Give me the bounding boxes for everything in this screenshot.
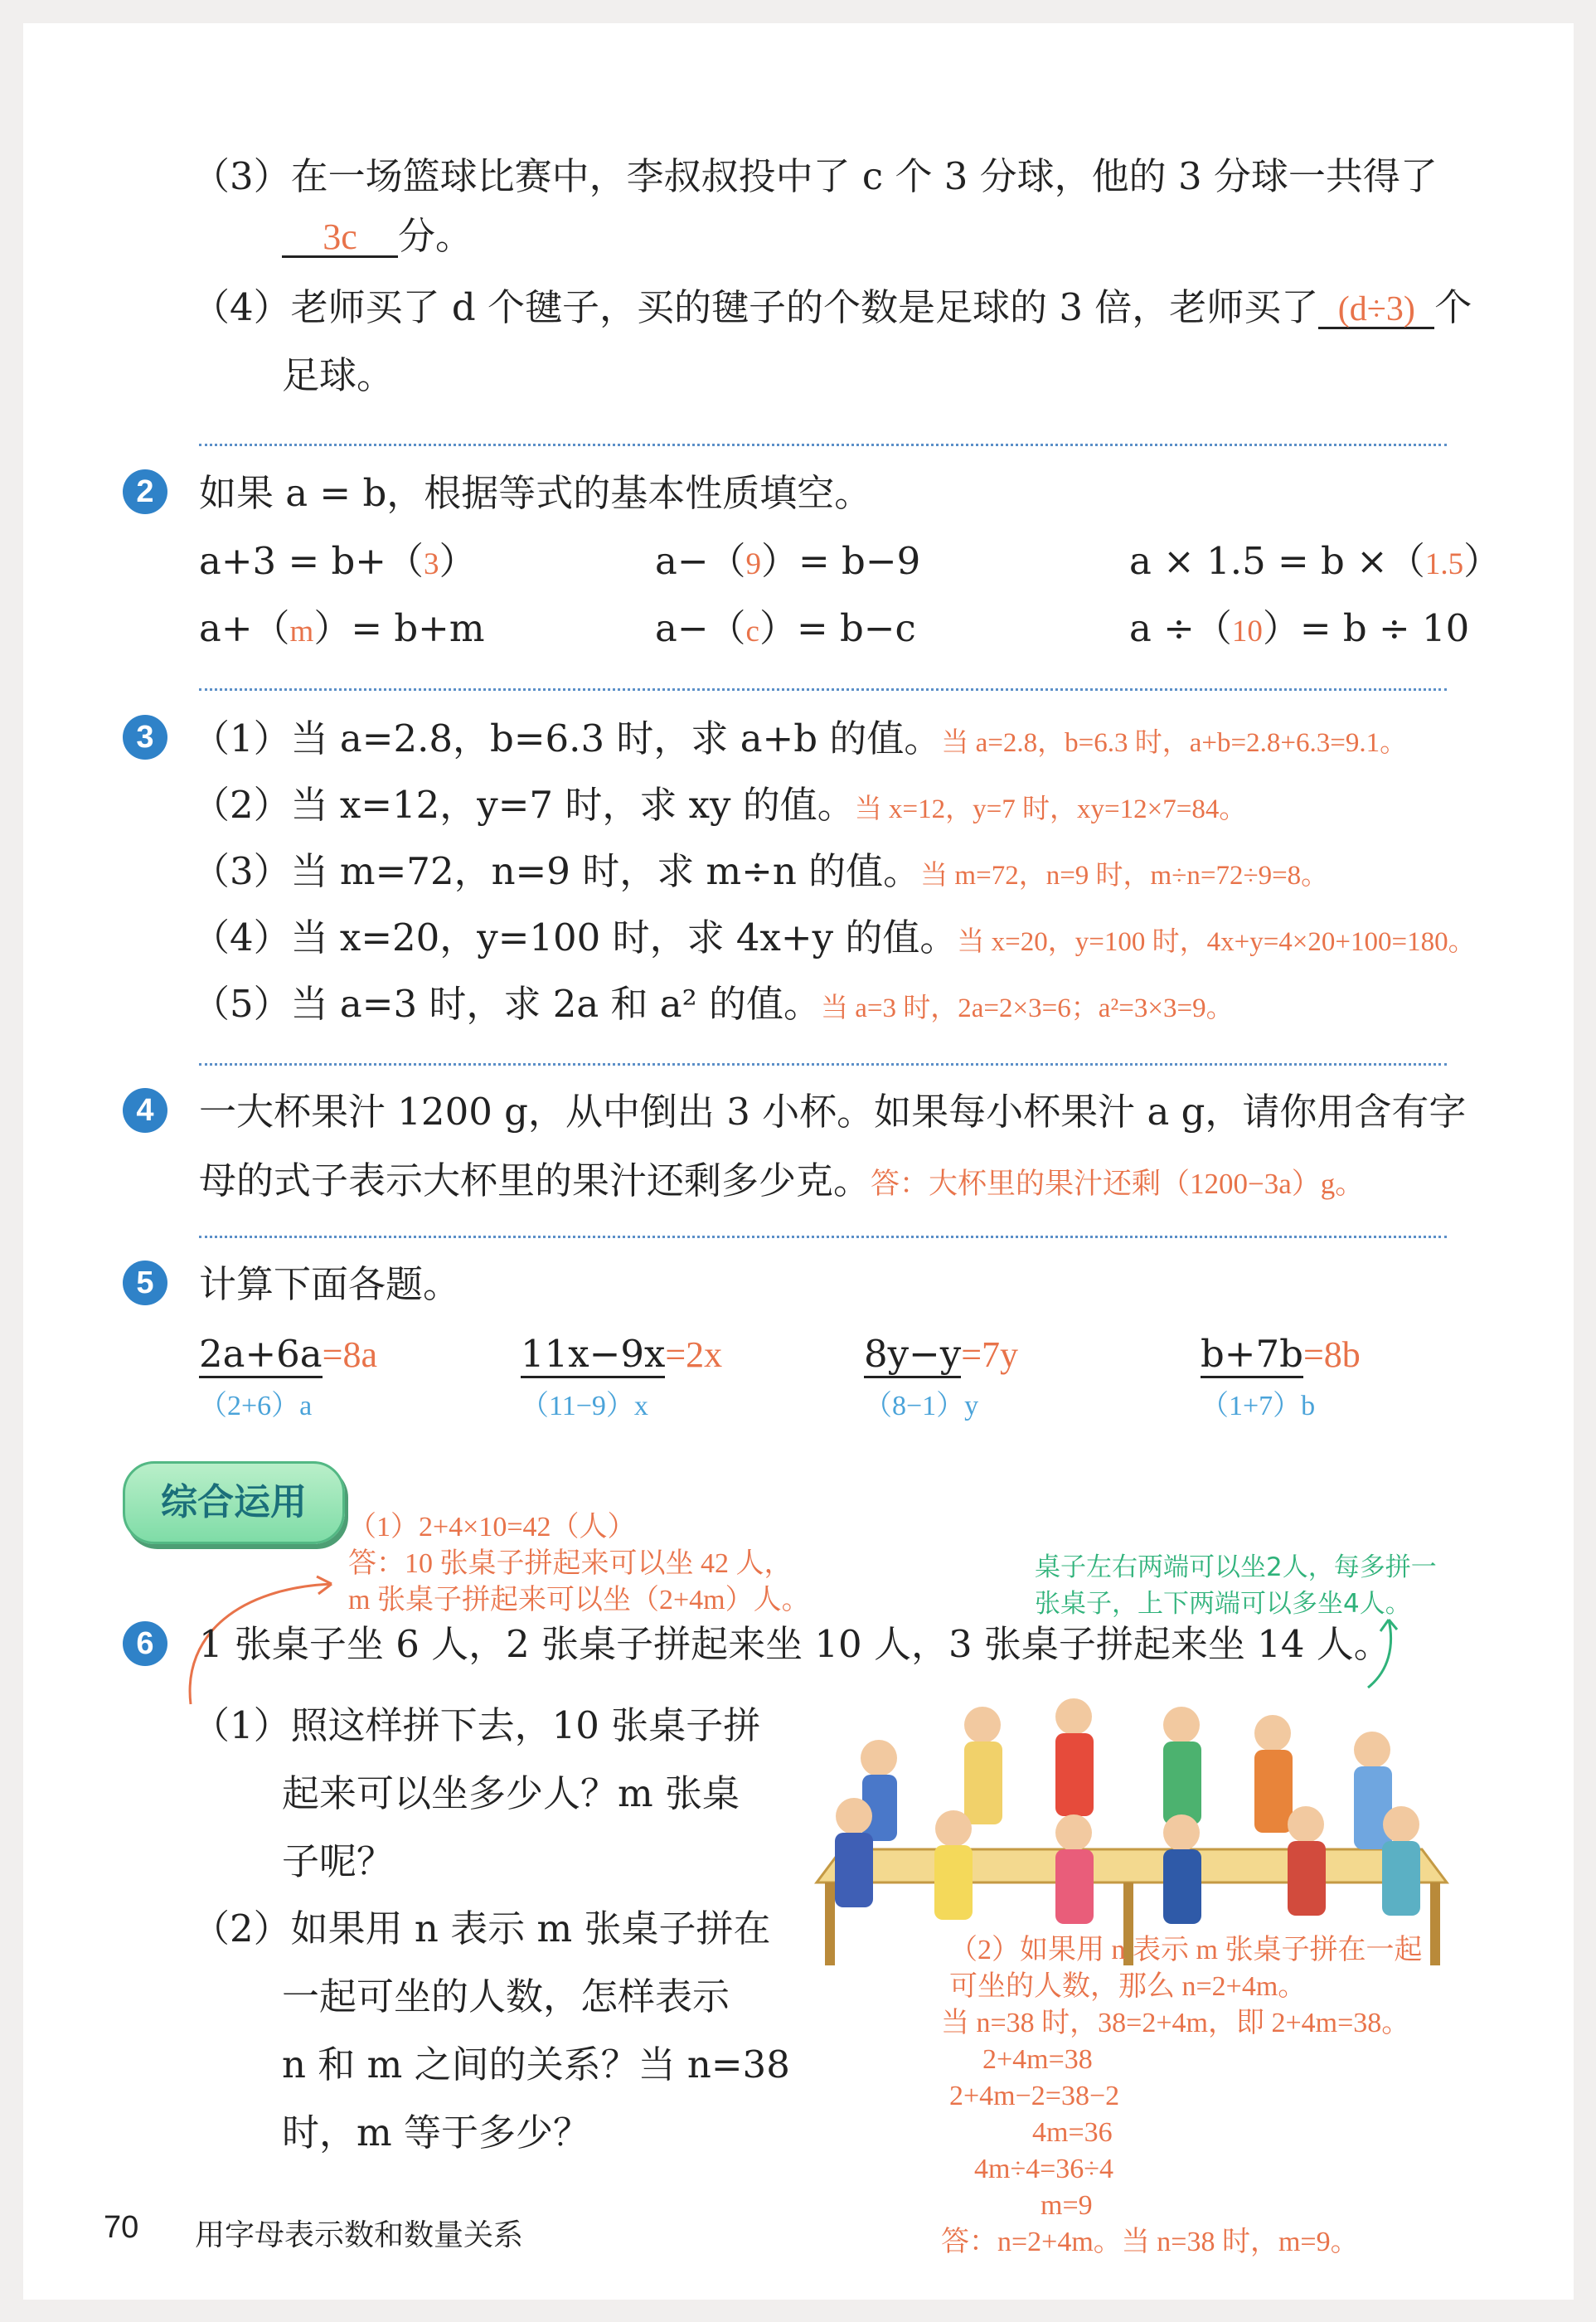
q2-eq-2-answer: 9 bbox=[745, 547, 762, 581]
q2-eq-3: a × 1.5 = b ×（1.5） bbox=[1129, 539, 1501, 583]
q2-eq-2: a−（9）= b−9 bbox=[655, 539, 921, 583]
q5-item-3: 8y−y=7y （8−1）y bbox=[864, 1332, 1019, 1421]
q6-handwritten-note: （1）2+4×10=42（人） 答：10 张桌子拼起来可以坐 42 人， m 张桌子拼起来可以坐（2+4m）人。 bbox=[348, 1512, 810, 1615]
q5-item-4: b+7b=8b （1+7）b bbox=[1201, 1332, 1361, 1421]
divider bbox=[199, 444, 1447, 446]
q5-number-badge: 5 bbox=[123, 1261, 167, 1305]
q3-answer-5: 当 a=3 时，2a=2×3=6；a²=3×3=9。 bbox=[820, 993, 1234, 1023]
q3-row-5: （5）当 a=3 时，求 2a 和 a² 的值。当 a=3 时，2a=2×3=6；a²=3×3=9。 bbox=[192, 982, 1234, 1026]
q1-item4-line1 bbox=[192, 285, 1472, 329]
q5-work-1: （2+6）a bbox=[199, 1391, 313, 1421]
q3-row-1: （1）当 a=2.8，b=6.3 时，求 a+b 的值。当 a=2.8，b=6.3 时，a+b=2.8+6.3=9.1。 bbox=[192, 717, 1408, 760]
q2-eq-6: a ÷（10）= b ÷ 10 bbox=[1129, 606, 1470, 650]
q2-eq-5: a−（c）= b−c bbox=[655, 606, 916, 650]
q3-answer-3: 当 m=72，n=9 时，m÷n=72÷9=8。 bbox=[920, 861, 1329, 891]
q1-item3-line1: （3）在一场篮球比赛中，李叔叔投中了 c 个 3 分球，他的 3 分球一共得了 bbox=[192, 154, 1438, 198]
q2-eq-4-answer: m bbox=[289, 615, 314, 649]
q4-line1: 一大杯果汁 1200 g，从中倒出 3 小杯。如果每小杯果汁 a g，请你用含有字 bbox=[199, 1090, 1467, 1134]
q4-number-badge: 4 bbox=[123, 1088, 167, 1133]
q5-item-1: 2a+6a=8a （2+6）a bbox=[199, 1332, 377, 1421]
q5-item-2: 11x−9x=2x （11−9）x bbox=[521, 1332, 723, 1421]
q2-number-badge: 2 bbox=[123, 469, 167, 514]
divider bbox=[199, 688, 1447, 691]
section-label-badge: 综合运用 bbox=[123, 1461, 345, 1544]
q2-eq-3-answer: 1.5 bbox=[1424, 547, 1464, 581]
q1-item3-answer: 3c bbox=[323, 216, 357, 257]
q6-number-badge: 6 bbox=[123, 1621, 167, 1666]
q5-work-2: （11−9）x bbox=[521, 1391, 648, 1421]
q2-eq-5-answer: c bbox=[745, 615, 759, 649]
q1-item3-unit: 分。 bbox=[398, 214, 473, 258]
q1-item3-blank bbox=[282, 217, 398, 258]
q2-eq-6-answer: 10 bbox=[1231, 615, 1263, 649]
q3-row-2: （2）当 x=12，y=7 时，求 xy 的值。当 x=12，y=7 时，xy=12×7=84。 bbox=[192, 783, 1247, 827]
q5-prompt: 计算下面各题。 bbox=[199, 1262, 461, 1306]
q5-work-4: （1+7）b bbox=[1201, 1391, 1316, 1421]
q3-row-3: （3）当 m=72，n=9 时，求 m÷n 的值。当 m=72，n=9 时，m÷n=72÷9=8。 bbox=[192, 849, 1329, 893]
q3-number-badge: 3 bbox=[123, 715, 167, 760]
q6-solution: （2）如果用 n 表示 m 张桌子拼在一起 可坐的人数，那么 n=2+4m。 当 n=38 时，38=2+4m，即 2+4m=38。 2+4m=38 2+4m−2=38−2 4m=36 4m÷4=36÷4 m=9 答：n=2+4m。当 n=38 时，m=9。 bbox=[941, 1935, 1423, 2257]
q3-answer-2: 当 x=12，y=7 时，xy=12×7=84。 bbox=[854, 794, 1247, 824]
q1-item4-text: （4）老师买了 d 个毽子，买的毽子的个数是足球的 3 倍，老师买了 bbox=[192, 285, 1319, 329]
q4-line2: 母的式子表示大杯里的果汁还剩多少克。答：大杯里的果汁还剩（1200−3a）g。 bbox=[199, 1159, 1365, 1202]
q5-work-3: （8−1）y bbox=[864, 1391, 979, 1421]
q1-item3-line2 bbox=[282, 214, 473, 258]
q6-sub2: （2）如果用 n 表示 m 张桌子拼在 一起可坐的人数，怎样表示 n 和 m 之间的关系？当 n=38 时，m 等于多少？ bbox=[192, 1907, 790, 2154]
q2-prompt: 如果 a = b，根据等式的基本性质填空。 bbox=[199, 471, 872, 515]
q6-stem: 1 张桌子坐 6 人，2 张桌子拼起来坐 10 人，3 张桌子拼起来坐 14 人。 bbox=[199, 1622, 1391, 1666]
q2-eq-1: a+3 = b+（3） bbox=[199, 539, 477, 583]
chapter-title: 用字母表示数和数量关系 bbox=[195, 2218, 524, 2252]
divider bbox=[199, 1063, 1447, 1066]
q6-sub1: （1）照这样拼下去，10 张桌子拼 起来可以坐多少人？m 张桌 子呢？ bbox=[192, 1703, 761, 1883]
q1-item4-tail: 个 bbox=[1434, 285, 1472, 329]
q2-eq-1-answer: 3 bbox=[424, 547, 439, 581]
q6-green-note: 桌子左右两端可以坐2人，每多拼一 张桌子，上下两端可以多坐4人。 bbox=[1035, 1552, 1437, 1619]
q4-answer: 答：大杯里的果汁还剩（1200−3a）g。 bbox=[871, 1168, 1365, 1200]
q3-answer-1: 当 a=2.8，b=6.3 时，a+b=2.8+6.3=9.1。 bbox=[941, 728, 1408, 758]
children-at-tables-illustration bbox=[792, 1692, 1480, 1965]
page-number: 70 bbox=[104, 2210, 139, 2245]
q1-item4-answer: (d÷3) bbox=[1337, 290, 1415, 328]
divider bbox=[199, 1236, 1447, 1238]
q1-item4-line2: 足球。 bbox=[282, 353, 395, 397]
q3-answer-4: 当 x=20，y=100 时，4x+y=4×20+100=180。 bbox=[957, 927, 1476, 957]
q3-row-4: （4）当 x=20，y=100 时，求 4x+y 的值。当 x=20，y=100 时，4x+y=4×20+100=180。 bbox=[192, 916, 1476, 959]
q2-eq-4: a+（m）= b+m bbox=[199, 606, 485, 650]
